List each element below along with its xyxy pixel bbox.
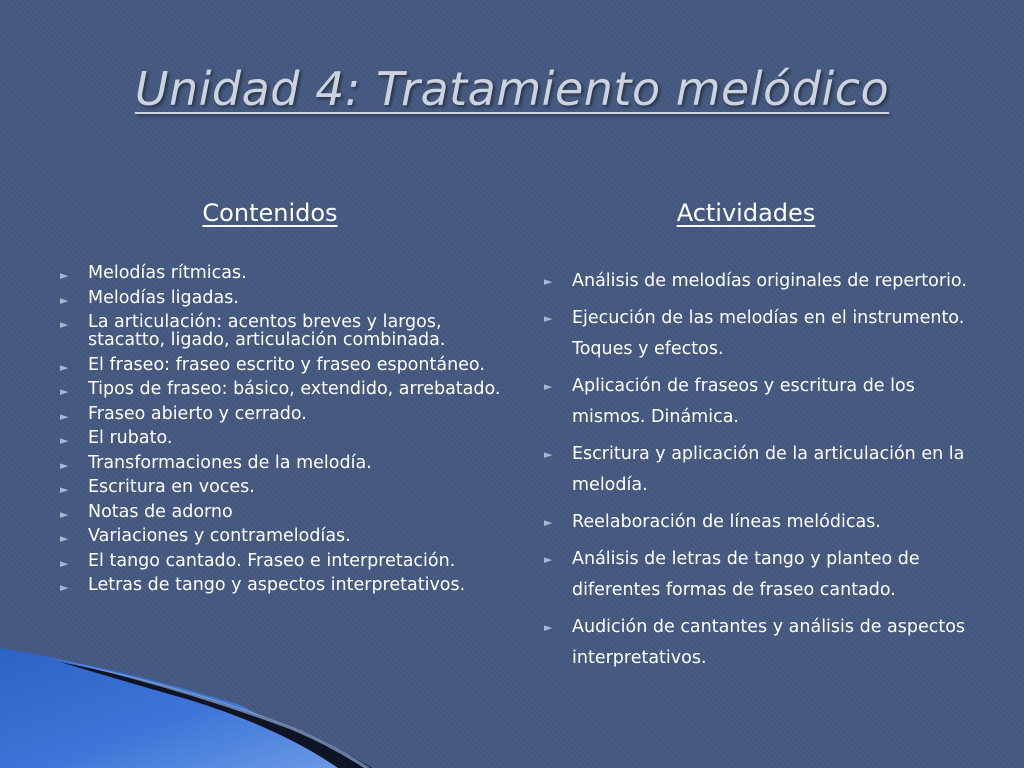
triangle-bullet-icon: ► [544,275,553,288]
list-item [60,452,508,473]
list-item [544,544,972,606]
contenidos-heading: Contenidos [202,199,338,227]
list-item-text: Variaciones y contramelodías. [88,526,351,546]
triangle-bullet-icon: ► [544,621,553,634]
triangle-bullet-icon: ► [60,581,69,594]
triangle-bullet-icon: ► [544,380,553,393]
list-item [544,612,972,674]
list-item-text: Análisis de melodías originales de repertorio. [572,271,967,291]
triangle-bullet-icon: ► [60,458,69,472]
triangle-bullet-icon: ► [60,269,69,282]
list-item [544,303,972,365]
list-item-text: El fraseo: fraseo escrito y fraseo espontáneo. [88,354,485,375]
list-item-text: Audición de cantantes y análisis de aspectos interpretativos. [572,617,966,668]
list-item-text: Melodías rítmicas. [88,263,247,283]
list-item [60,550,508,571]
list-item-text: Fraseo abierto y cerrado. [88,403,307,424]
list-item-text: Escritura y aplicación de la articulación en la melodía. [572,444,965,495]
triangle-bullet-icon: ► [60,360,69,374]
list-item-text: El tango cantado. Fraseo e interpretación. [88,550,456,571]
triangle-bullet-icon: ► [60,409,69,423]
actividades-list [544,266,972,680]
slide-title: Unidad 4: Tratamiento melódico [134,62,890,116]
list-item-text: El rubato. [88,428,173,448]
list-item [60,477,508,497]
list-item [60,526,508,546]
list-item-text: Escritura en voces. [88,477,255,497]
triangle-bullet-icon: ► [60,293,69,307]
list-item [60,428,508,448]
list-item [60,354,508,375]
list-item [60,575,508,595]
triangle-bullet-icon: ► [544,516,553,529]
list-item-text: Transformaciones de la melodía. [88,452,372,473]
list-item [60,263,508,283]
triangle-bullet-icon: ► [544,553,553,566]
triangle-bullet-icon: ► [60,385,69,398]
list-item [544,439,972,501]
list-item-text: Letras de tango y aspectos interpretativos. [88,575,466,595]
list-item-text: Aplicación de fraseos y escritura de los mismos. Dinámica. [572,376,915,427]
swoosh-blue-band [0,648,345,768]
list-item [544,266,972,297]
list-item [544,371,972,433]
list-item-text: La articulación: acentos breves y largos, stacatto, ligado, articulación combinada. [88,312,446,350]
list-item-text: Notas de adorno [88,501,233,522]
list-item [60,312,508,350]
triangle-bullet-icon: ► [60,532,69,545]
triangle-bullet-icon: ► [60,483,69,496]
triangle-bullet-icon: ► [60,434,69,447]
triangle-bullet-icon: ► [544,448,553,461]
triangle-bullet-icon: ► [60,556,69,570]
contenidos-list [60,263,508,601]
list-item-text: Análisis de letras de tango y planteo de diferentes formas de fraseo cantado. [572,549,920,600]
list-item-text: Ejecución de las melodías en el instrumento. Toques y efectos. [572,308,965,359]
list-item [60,379,508,399]
actividades-heading: Actividades [676,199,816,227]
list-item [60,501,508,522]
triangle-bullet-icon: ► [544,312,553,325]
list-item-text: Reelaboración de líneas melódicas. [572,512,881,532]
list-item-text: Melodías ligadas. [88,287,239,308]
triangle-bullet-icon: ► [60,318,69,331]
list-item-text: Tipos de fraseo: básico, extendido, arrebatado. [88,379,501,399]
list-item [544,507,972,538]
list-item [60,403,508,424]
triangle-bullet-icon: ► [60,507,69,521]
list-item [60,287,508,308]
